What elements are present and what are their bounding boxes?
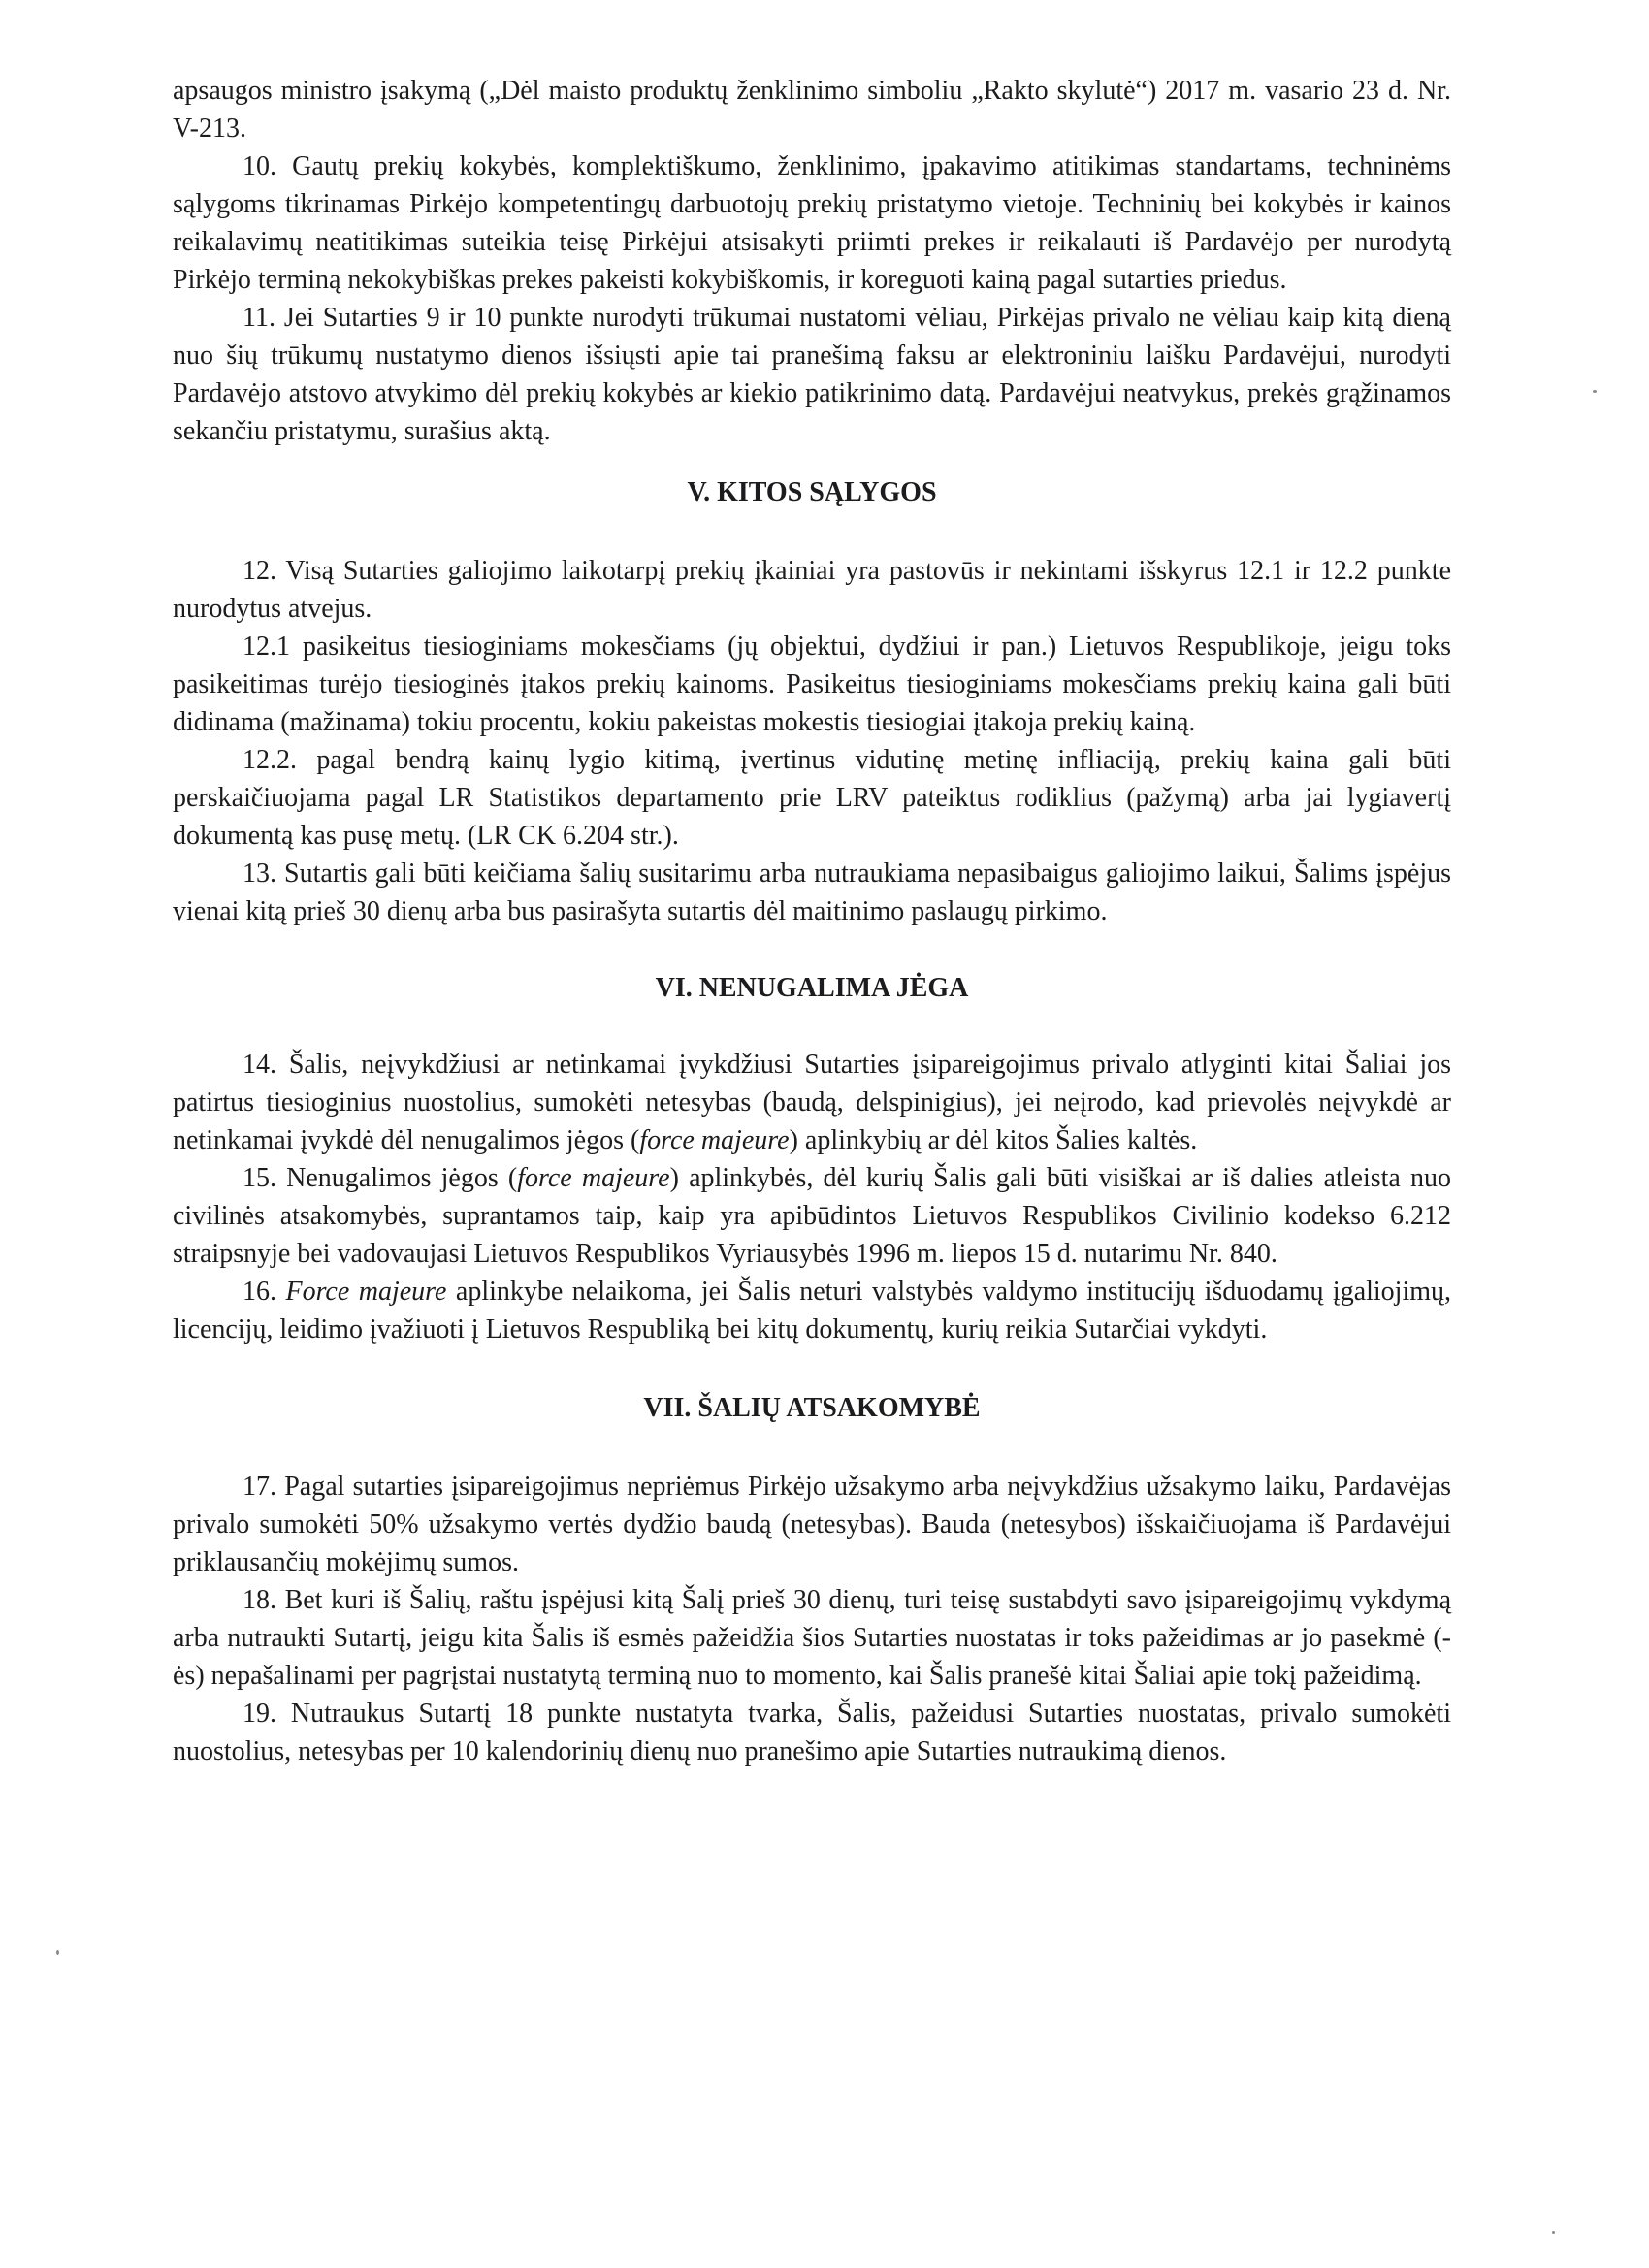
paragraph-14 [173, 1046, 1451, 1159]
paragraph-11: 11. Jei Sutarties 9 ir 10 punkte nurodyti trūkumai nustatomi vėliau, Pirkėjas privalo ne vėliau kaip kitą dieną nuo šių trūkumų nustatymo dienos išsiųsti apie tai pranešimą faksu ar elektroniniu laišku Pardavėjui, nurodyti Pardavėjo atstovo atvykimo dėl prekių kokybės ar kiekio patikrinimo datą. Pardavėjui neatvykus, prekės grąžinamos sekančiu pristatymu, surašius aktą. [173, 303, 1451, 446]
paragraph-16-italic: Force majeure [285, 1277, 447, 1307]
paragraph-16-text-a: 16. [242, 1277, 286, 1307]
scan-speck [56, 1950, 59, 1955]
section-7-body [173, 1468, 1451, 1770]
paragraph-12: 12. Visą Sutarties galiojimo laikotarpį prekių įkainiai yra pastovūs ir nekintami išskyrus 12.1 ir 12.2 punkte nurodytus atvejus. [173, 556, 1451, 624]
paragraph-15-text-b: ) aplinkybės, dėl kurių Šalis gali būti visiškai ar iš dalies atleista nuo civilinės atsakomybės, suprantamos taip, kaip yra apibūdintos Lietuvos Respublikos Civilinio kodekso 6.212 straipsnyje bei vadovaujasi Lietuvos Respublikos Vyriausybės 1996 m. liepos 15 d. nutarimu Nr. 840. [173, 1163, 1451, 1269]
intro-paragraph: apsaugos ministro įsakymą („Dėl maisto produktų ženklinimo simboliu „Rakto skylutė“) 2017 m. vasario 23 d. Nr. V-213. [173, 76, 1451, 144]
paragraph-12-1: 12.1 pasikeitus tiesioginiams mokesčiams (jų objektui, dydžiui ir pan.) Lietuvos Respublikoje, jeigu toks pasikeitimas turėjo tiesioginės įtakos prekių kainoms. Pasikeitus tiesioginiams mokesčiams prekių kaina gali būti didinama (mažinama) tokiu procentu, kokiu pakeistas mokestis tiesiogiai įtakoja prekių kainą. [173, 632, 1451, 737]
section-heading-7: VII. ŠALIŲ ATSAKOMYBĖ [643, 1393, 981, 1423]
paragraph-15 [173, 1159, 1451, 1273]
paragraph-14-text-a: 14. Šalis, neįvykdžiusi ar netinkamai įvykdžiusi Sutarties įsipareigojimus privalo atlyginti kitai Šaliai jos patirtus tiesioginius nuostolius, sumokėti netesybas (baudą, delspinigius), jei neįrodo, kad prievolės neįvykdė ar netinkamai įvykdė dėl nenugalimos jėgos ( [173, 1050, 1451, 1155]
paragraph-17: 17. Pagal sutarties įsipareigojimus nepriėmus Pirkėjo užsakymo arba neįvykdžius užsakymo laiku, Pardavėjas privalo sumokėti 50% užsakymo vertės dydžio baudą (netesybas). Bauda (netesybos) išskaičiuojama iš Pardavėjui priklausančių mokėjimų sumos. [173, 1472, 1451, 1577]
paragraph-12-2: 12.2. pagal bendrą kainų lygio kitimą, įvertinus vidutinę metinę infliaciją, prekių kaina gali būti perskaičiuojama pagal LR Statistikos departamento prie LRV pateiktus rodiklius (pažymą) arba jai lygiavertį dokumentą kas pusę metų. (LR CK 6.204 str.). [173, 745, 1451, 851]
section-heading-6: VI. NENUGALIMA JĖGA [655, 973, 969, 1003]
paragraph-15-text-a: 15. Nenugalimos jėgos ( [242, 1163, 518, 1193]
paragraph-18: 18. Bet kuri iš Šalių, raštu įspėjusi kitą Šalį prieš 30 dienų, turi teisę sustabdyti savo įsipareigojimų vykdymą arba nutraukti Sutartį, jeigu kita Šalis iš esmės pažeidžia šios Sutarties nuostatas ir toks pažeidimas ar jo pasekmė (-ės) nepašalinami per pagrįstai nustatytą terminą nuo to momento, kai Šalis pranešė kitai Šaliai apie tokį pažeidimą. [173, 1585, 1451, 1691]
paragraph-10: 10. Gautų prekių kokybės, komplektiškumo, ženklinimo, įpakavimo atitikimas standartams, techninėms sąlygoms tikrinamas Pirkėjo kompetentingų darbuotojų prekių pristatymo vietoje. Techninių bei kokybės ir kainos reikalavimų neatitikimas suteikia teisę Pirkėjui atsisakyti priimti prekes ir reikalauti iš Pardavėjo per nurodytą Pirkėjo terminą nekokybiškas prekes pakeisti kokybiškomis, ir koreguoti kainą pagal sutarties priedus. [173, 151, 1451, 295]
document-page [173, 72, 1451, 1770]
paragraph-14-italic: force majeure [639, 1125, 790, 1155]
paragraph-16 [173, 1273, 1451, 1348]
scan-speck [1552, 2231, 1555, 2234]
paragraph-13: 13. Sutartis gali būti keičiama šalių susitarimu arba nutraukiama nepasibaigus galiojimo laikui, Šalims įspėjus vienai kitą prieš 30 dienų arba bus pasirašyta sutartis dėl maitinimo paslaugų pirkimo. [173, 859, 1451, 926]
paragraph-15-italic: force majeure [517, 1163, 670, 1193]
paragraph-14-text-b: ) aplinkybių ar dėl kitos Šalies kaltės. [789, 1125, 1198, 1155]
section-intro [173, 72, 1451, 450]
section-6-body [173, 1046, 1451, 1348]
section-5-body [173, 552, 1451, 930]
scan-speck [1593, 390, 1597, 393]
paragraph-19: 19. Nutraukus Sutartį 18 punkte nustatyta tvarka, Šalis, pažeidusi Sutarties nuostatas, privalo sumokėti nuostolius, netesybas per 10 kalendorinių dienų nuo pranešimo apie Sutarties nutraukimą dienos. [173, 1699, 1451, 1766]
paragraph-16-text-b: aplinkybe nelaikoma, jei Šalis neturi valstybės valdymo institucijų išduodamų įgaliojimų, licencijų, leidimo įvažiuoti į Lietuvos Respubliką bei kitų dokumentų, kurių reikia Sutarčiai vykdyti. [173, 1277, 1452, 1345]
section-heading-5: V. KITOS SĄLYGOS [687, 477, 937, 507]
